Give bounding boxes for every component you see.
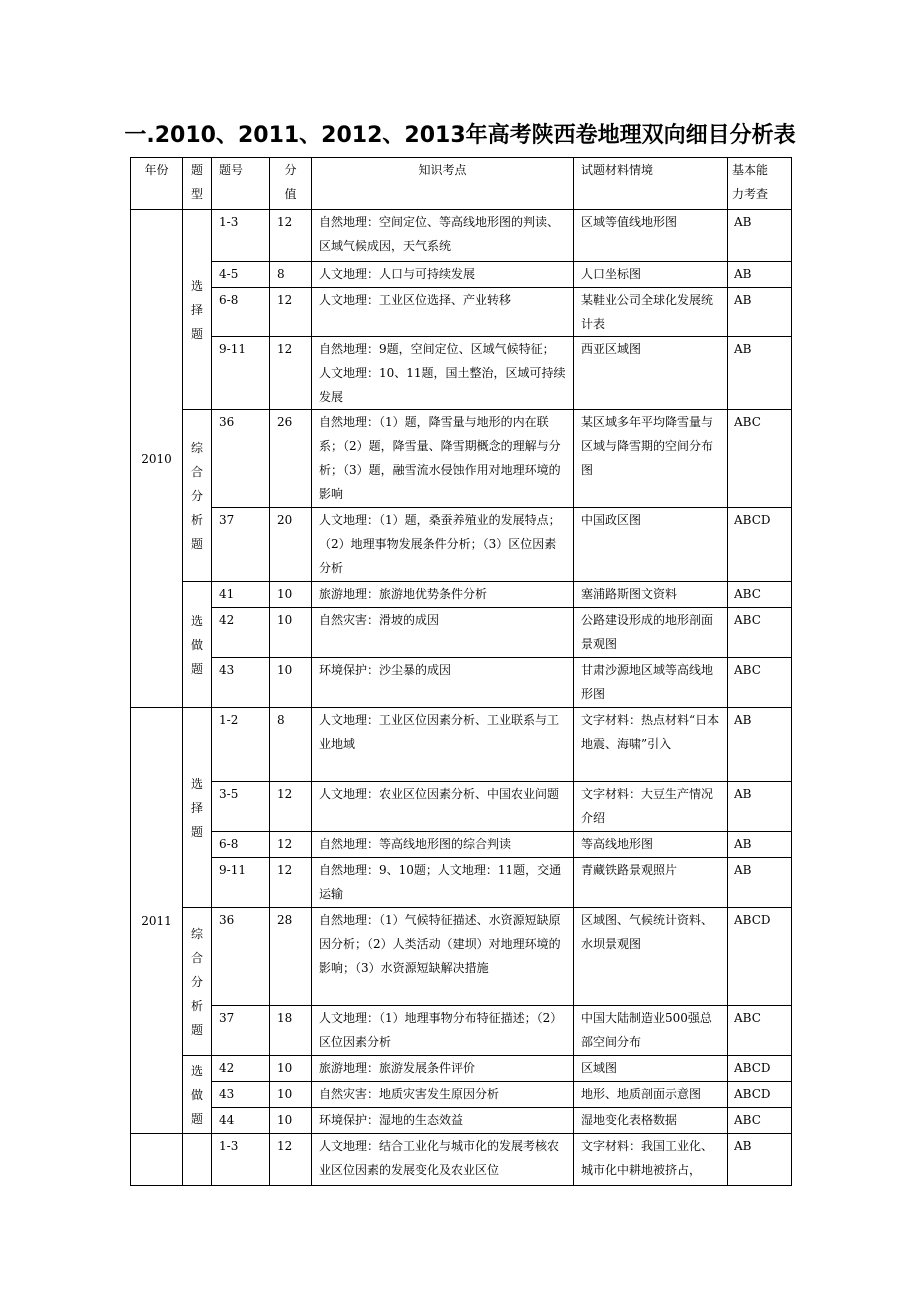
score-value: 12 — [270, 1134, 312, 1186]
analysis-table — [130, 157, 792, 1186]
score-value: 28 — [270, 908, 312, 1006]
question-type-cell: 选 择 题 — [183, 708, 212, 908]
ability-level: ABC — [728, 608, 792, 658]
table-row — [131, 582, 792, 608]
question-number: 3-5 — [212, 782, 270, 832]
question-number: 43 — [212, 658, 270, 708]
score-value: 18 — [270, 1006, 312, 1056]
table-row — [131, 288, 792, 337]
knowledge-point: 人文地理：结合工业化与城市化的发展考核农业区位因素的发展变化及农业区位 — [312, 1134, 574, 1186]
material-context: 文字材料：大豆生产情况介绍 — [574, 782, 728, 832]
material-context: 中国大陆制造业500强总部空间分布 — [574, 1006, 728, 1056]
knowledge-point: 自然地理：（1）题，降雪量与地形的内在联系；（2）题，降雪量、降雪期概念的理解与分析；（3）题，融雪流水侵蚀作用对地理环境的影响 — [312, 410, 574, 508]
question-type-cell — [183, 1134, 212, 1186]
question-number: 36 — [212, 410, 270, 508]
score-value: 10 — [270, 1056, 312, 1082]
score-value: 12 — [270, 832, 312, 858]
table-row — [131, 410, 792, 508]
material-context: 人口坐标图 — [574, 262, 728, 288]
table-row — [131, 832, 792, 858]
knowledge-point: 自然地理：等高线地形图的综合判读 — [312, 832, 574, 858]
score-value: 10 — [270, 608, 312, 658]
header-material: 试题材料情境 — [574, 158, 728, 210]
score-value: 8 — [270, 262, 312, 288]
table-row — [131, 858, 792, 908]
question-number: 43 — [212, 1082, 270, 1108]
knowledge-point: 人文地理：（1）地理事物分布特征描述；（2）区位因素分析 — [312, 1006, 574, 1056]
table-row — [131, 1134, 792, 1186]
material-context: 地形、地质剖面示意图 — [574, 1082, 728, 1108]
ability-level: AB — [728, 782, 792, 832]
score-value: 10 — [270, 582, 312, 608]
table-row — [131, 508, 792, 582]
table-row — [131, 1056, 792, 1082]
knowledge-point: 旅游地理：旅游地优势条件分析 — [312, 582, 574, 608]
knowledge-point: 自然灾害：滑坡的成因 — [312, 608, 574, 658]
page-title: 一.2010、2011、2012、2013年高考陕西卷地理双向细目分析表 — [124, 123, 796, 148]
knowledge-point: 人文地理：农业区位因素分析、中国农业问题 — [312, 782, 574, 832]
knowledge-point: 环境保护：湿地的生态效益 — [312, 1108, 574, 1134]
material-context: 青藏铁路景观照片 — [574, 858, 728, 908]
question-type-cell: 综 合 分 析 题 — [183, 908, 212, 1056]
year-cell: 2010 — [131, 210, 183, 708]
question-number: 6-8 — [212, 832, 270, 858]
score-value: 12 — [270, 782, 312, 832]
score-value: 10 — [270, 658, 312, 708]
ability-level: ABCD — [728, 908, 792, 1006]
question-number: 1-3 — [212, 1134, 270, 1186]
question-number: 4-5 — [212, 262, 270, 288]
material-context: 等高线地形图 — [574, 832, 728, 858]
ability-level: ABCD — [728, 1082, 792, 1108]
ability-level: AB — [728, 210, 792, 262]
table-row — [131, 1082, 792, 1108]
question-number: 1-2 — [212, 708, 270, 782]
question-type-cell: 选 做 题 — [183, 1056, 212, 1134]
material-context: 西亚区域图 — [574, 337, 728, 410]
question-number: 9-11 — [212, 858, 270, 908]
ability-level: ABC — [728, 1108, 792, 1134]
table-row — [131, 908, 792, 1006]
ability-level: ABC — [728, 410, 792, 508]
header-number: 题号 — [212, 158, 270, 210]
ability-level: ABC — [728, 658, 792, 708]
knowledge-point: 自然灾害：地质灾害发生原因分析 — [312, 1082, 574, 1108]
question-type-cell: 综 合 分 析 题 — [183, 410, 212, 582]
header-type: 题 型 — [183, 158, 212, 210]
question-type-cell: 选 择 题 — [183, 210, 212, 410]
ability-level: AB — [728, 262, 792, 288]
ability-level: AB — [728, 832, 792, 858]
header-knowledge: 知识考点 — [312, 158, 574, 210]
material-context: 中国政区图 — [574, 508, 728, 582]
table-row — [131, 658, 792, 708]
knowledge-point: 旅游地理：旅游发展条件评价 — [312, 1056, 574, 1082]
knowledge-point: 人文地理：（1）题，桑蚕养殖业的发展特点；（2）地理事物发展条件分析；（3）区位因素分析 — [312, 508, 574, 582]
score-value: 12 — [270, 288, 312, 337]
material-context: 区域等值线地形图 — [574, 210, 728, 262]
score-value: 12 — [270, 337, 312, 410]
header-ability: 基本能 力考查 — [728, 158, 792, 210]
question-type-cell: 选 做 题 — [183, 582, 212, 708]
ability-level: AB — [728, 858, 792, 908]
table-row — [131, 782, 792, 832]
material-context: 某区域多年平均降雪量与区域与降雪期的空间分布图 — [574, 410, 728, 508]
knowledge-point: 自然地理：空间定位、等高线地形图的判读、区域气候成因，天气系统 — [312, 210, 574, 262]
question-number: 37 — [212, 508, 270, 582]
knowledge-point: 自然地理：9、10题；人文地理：11题，交通运输 — [312, 858, 574, 908]
knowledge-point: 人文地理：工业区位因素分析、工业联系与工业地域 — [312, 708, 574, 782]
table-row — [131, 708, 792, 782]
material-context: 某鞋业公司全球化发展统计表 — [574, 288, 728, 337]
ability-level: ABC — [728, 582, 792, 608]
ability-level: ABC — [728, 1006, 792, 1056]
table-row — [131, 1108, 792, 1134]
knowledge-point: 环境保护：沙尘暴的成因 — [312, 658, 574, 708]
ability-level: ABCD — [728, 508, 792, 582]
score-value: 10 — [270, 1082, 312, 1108]
table-row — [131, 210, 792, 262]
question-number: 41 — [212, 582, 270, 608]
question-number: 37 — [212, 1006, 270, 1056]
score-value: 20 — [270, 508, 312, 582]
knowledge-point: 自然地理：（1）气候特征描述、水资源短缺原因分析；（2）人类活动（建坝）对地理环境的影响；（3）水资源短缺解决措施 — [312, 908, 574, 1006]
material-context: 公路建设形成的地形剖面景观图 — [574, 608, 728, 658]
knowledge-point: 人文地理：工业区位选择、产业转移 — [312, 288, 574, 337]
question-number: 42 — [212, 1056, 270, 1082]
material-context: 文字材料：热点材料“日本地震、海啸”引入 — [574, 708, 728, 782]
table-row — [131, 337, 792, 410]
question-number: 6-8 — [212, 288, 270, 337]
material-context: 区域图 — [574, 1056, 728, 1082]
header-year: 年份 — [131, 158, 183, 210]
header-row — [131, 158, 792, 210]
question-number: 44 — [212, 1108, 270, 1134]
ability-level: AB — [728, 288, 792, 337]
table-row — [131, 262, 792, 288]
score-value: 12 — [270, 858, 312, 908]
question-number: 1-3 — [212, 210, 270, 262]
question-number: 9-11 — [212, 337, 270, 410]
material-context: 塞浦路斯图文资料 — [574, 582, 728, 608]
score-value: 10 — [270, 1108, 312, 1134]
question-number: 42 — [212, 608, 270, 658]
score-value: 12 — [270, 210, 312, 262]
material-context: 文字材料：我国工业化、城市化中耕地被挤占， — [574, 1134, 728, 1186]
material-context: 区域图、气候统计资料、水坝景观图 — [574, 908, 728, 1006]
header-score: 分 值 — [270, 158, 312, 210]
table-row — [131, 1006, 792, 1056]
score-value: 8 — [270, 708, 312, 782]
knowledge-point: 人文地理：人口与可持续发展 — [312, 262, 574, 288]
year-cell — [131, 1134, 183, 1186]
material-context: 湿地变化表格数据 — [574, 1108, 728, 1134]
ability-level: AB — [728, 1134, 792, 1186]
ability-level: AB — [728, 337, 792, 410]
material-context: 甘肃沙源地区域等高线地形图 — [574, 658, 728, 708]
knowledge-point: 自然地理：9题，空间定位、区域气候特征；人文地理：10、11题，国土整治，区域可持续发展 — [312, 337, 574, 410]
ability-level: AB — [728, 708, 792, 782]
score-value: 26 — [270, 410, 312, 508]
question-number: 36 — [212, 908, 270, 1006]
ability-level: ABCD — [728, 1056, 792, 1082]
year-cell: 2011 — [131, 708, 183, 1134]
table-row — [131, 608, 792, 658]
